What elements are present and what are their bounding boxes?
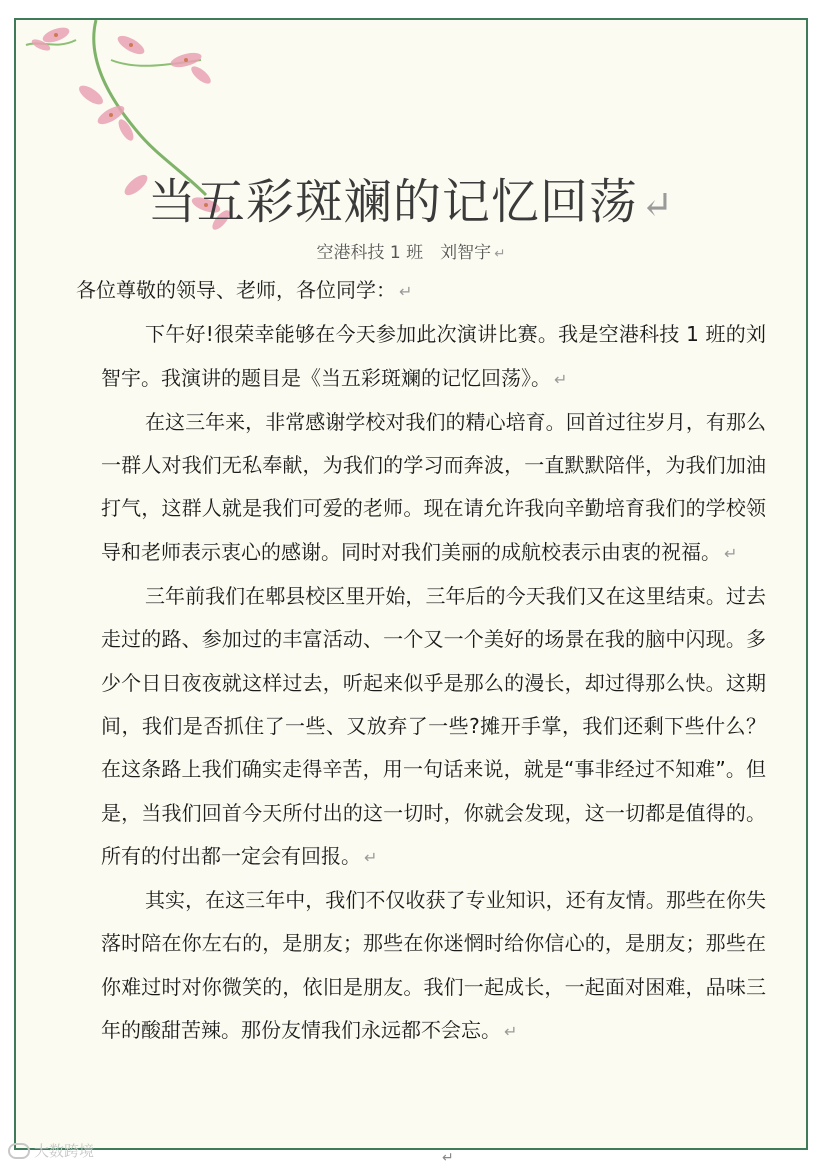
document-title: 当五彩斑斓的记忆回荡↵ bbox=[147, 174, 675, 230]
paragraph-mark-icon: ↵ bbox=[640, 183, 675, 228]
body-paragraph-2: 在这三年来，非常感谢学校对我们的精心培育。回首过往岁月，有那么一群人对我们无私奉献，为我们的学习而奔波，一直默默陪伴，为我们加油打气，这群人就是我们可爱的老师。现在请允许我向辛勤培育我们的学校领导和老师表示衷心的感谢。同时对我们美丽的成航校表示由衷的祝福。 ↵ bbox=[101, 409, 766, 564]
paragraph-mark-icon: ↵ bbox=[494, 246, 506, 262]
document-subtitle: 空港科技 1 班 刘智宇 ↵ bbox=[316, 243, 506, 263]
paragraph-mark-icon: ↵ bbox=[724, 543, 738, 563]
paragraph-mark-icon: ↵ bbox=[399, 282, 413, 301]
paragraph-mark-icon: ↵ bbox=[554, 369, 568, 389]
paragraph-mark-icon: ↵ bbox=[504, 1022, 518, 1042]
body-paragraph-3: 三年前我们在郫县校区里开始，三年后的今天我们又在这里结束。过去走过的路、参加过的丰富活动、一个又一个美好的场景在我的脑中闪现。多少个日日夜夜就这样过去，听起来似乎是那么的漫长，却过得那么快。这期间，我们是否抓住了一些、又放弃了一些?摊开手掌，我们还剩下些什么？在这条路上我们确实走得辛苦，用一句话来说，就是“事非经过不知难”。但是，当我们回首今天所付出的这一切时，你就会发现，这一切都是值得的。所有的付出都一定会有回报。 ↵ bbox=[101, 584, 766, 868]
watermark-text: 大数跨境 bbox=[34, 1142, 95, 1160]
document-body bbox=[76, 269, 766, 1053]
watermark-logo-icon bbox=[8, 1143, 30, 1159]
body-paragraph-1: 下午好!很荣幸能够在今天参加此次演讲比赛。我是空港科技 1 班的刘智宇。我演讲的题目是《当五彩斑斓的记忆回荡》。 ↵ bbox=[101, 322, 766, 390]
paragraph-mark-icon: ↵ bbox=[364, 847, 378, 867]
paragraph-mark-icon: ↵ bbox=[442, 1150, 454, 1166]
body-paragraph-4: 其实，在这三年中，我们不仅收获了专业知识，还有友情。那些在你失落时陪在你左右的，是朋友；那些在你迷惘时给你信心的，是朋友；那些在你难过时对你微笑的，依旧是朋友。我们一起成长，一起面对困难，品味三年的酸甜苦辣。那份友情我们永远都不会忘。 ↵ bbox=[101, 888, 766, 1043]
watermark bbox=[8, 1140, 94, 1161]
greeting-paragraph: 各位尊敬的领导、老师，各位同学： ↵ bbox=[76, 278, 413, 302]
